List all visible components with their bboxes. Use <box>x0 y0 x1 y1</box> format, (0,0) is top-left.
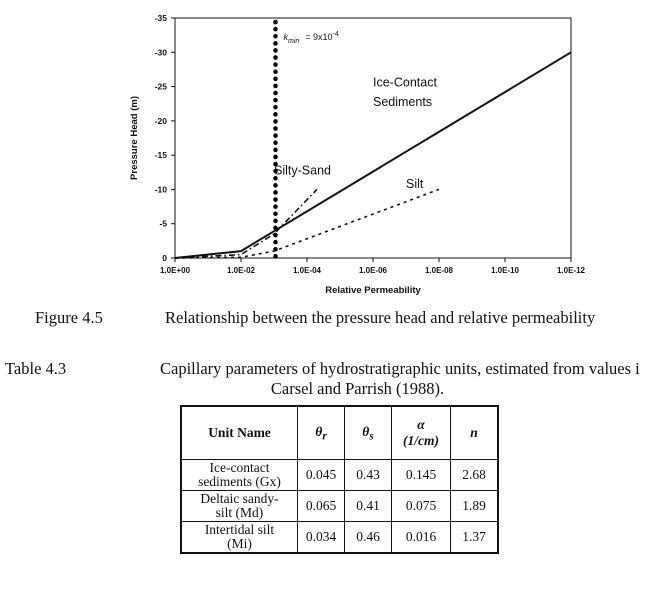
cell-unit-name: Deltaic sandy- silt (Md) <box>181 491 298 522</box>
y-tick-label: -35 <box>154 13 167 23</box>
table-header-row <box>181 406 498 460</box>
table-row <box>181 460 498 491</box>
cell-n: 2.68 <box>451 460 499 491</box>
y-axis-label: Pressure Head (m) <box>129 96 140 180</box>
capillary-parameters-table <box>180 405 499 554</box>
cell-unit-name: Intertidal silt (Mi) <box>181 522 298 554</box>
figure-caption-text: Relationship between the pressure head and relative permeability <box>165 308 596 327</box>
cell-theta-s: 0.43 <box>345 460 392 491</box>
x-tick-label: 1.0E-02 <box>226 266 256 275</box>
table-caption-line1: Capillary parameters of hydrostratigraphic units, estimated from values i <box>160 359 640 378</box>
figure-number: Figure 4.5 <box>35 308 103 327</box>
x-axis-ticks <box>160 258 586 275</box>
cell-n: 1.89 <box>451 491 499 522</box>
chart-annotation: Silt <box>406 177 424 192</box>
plot-area-frame <box>175 18 571 258</box>
kmin-label: $k_{min} = 9x10^{-4}$ <box>283 31 339 45</box>
cell-n: 1.37 <box>451 522 499 554</box>
x-tick-label: 1.0E-12 <box>556 266 586 275</box>
x-tick-label: 1.0E+00 <box>159 266 191 275</box>
cell-alpha: 0.145 <box>392 460 451 491</box>
chart-annotation: Silty-Sand <box>274 163 331 178</box>
y-tick-label: -15 <box>154 150 167 161</box>
cell-alpha: 0.016 <box>392 522 451 554</box>
y-tick-label: -10 <box>154 184 167 195</box>
header-unit-name: Unit Name <box>181 406 298 460</box>
x-tick-label: 1.0E-04 <box>292 266 322 275</box>
header-theta-r: $\theta_r$ <box>298 406 345 460</box>
header-theta-s: $\theta_s$ <box>345 406 392 460</box>
y-tick-label: -30 <box>154 47 167 58</box>
cell-alpha: 0.075 <box>392 491 451 522</box>
cell-theta-r: 0.045 <box>298 460 345 491</box>
cell-unit-name: Ice-contact sediments (Gx) <box>181 460 298 491</box>
x-axis-label: Relative Permeability <box>325 285 421 296</box>
x-tick-label: 1.0E-06 <box>358 266 388 275</box>
cell-theta-r: 0.034 <box>298 522 345 554</box>
x-tick-label: 1.0E-10 <box>490 266 520 275</box>
table-row <box>181 491 498 522</box>
chart-annotation: Ice-Contact <box>373 75 437 90</box>
y-tick-label: -25 <box>154 81 167 92</box>
cell-theta-r: 0.065 <box>298 491 345 522</box>
table-row <box>181 522 498 554</box>
cell-theta-s: 0.46 <box>345 522 392 554</box>
cell-theta-s: 0.41 <box>345 491 392 522</box>
y-tick-label: -5 <box>159 218 167 229</box>
table-number: Table 4.3 <box>5 359 67 378</box>
header-n: n <box>451 406 499 460</box>
x-tick-label: 1.0E-08 <box>424 266 454 275</box>
y-tick-label: 0 <box>162 253 167 263</box>
y-axis-ticks <box>155 13 175 263</box>
header-alpha: α (1/cm) <box>392 406 451 460</box>
chart-annotation: Sediments <box>373 94 433 109</box>
table-caption-line2: Carsel and Parrish (1988). <box>270 379 445 398</box>
chart-annotations <box>274 76 437 191</box>
y-tick-label: -20 <box>154 115 167 126</box>
